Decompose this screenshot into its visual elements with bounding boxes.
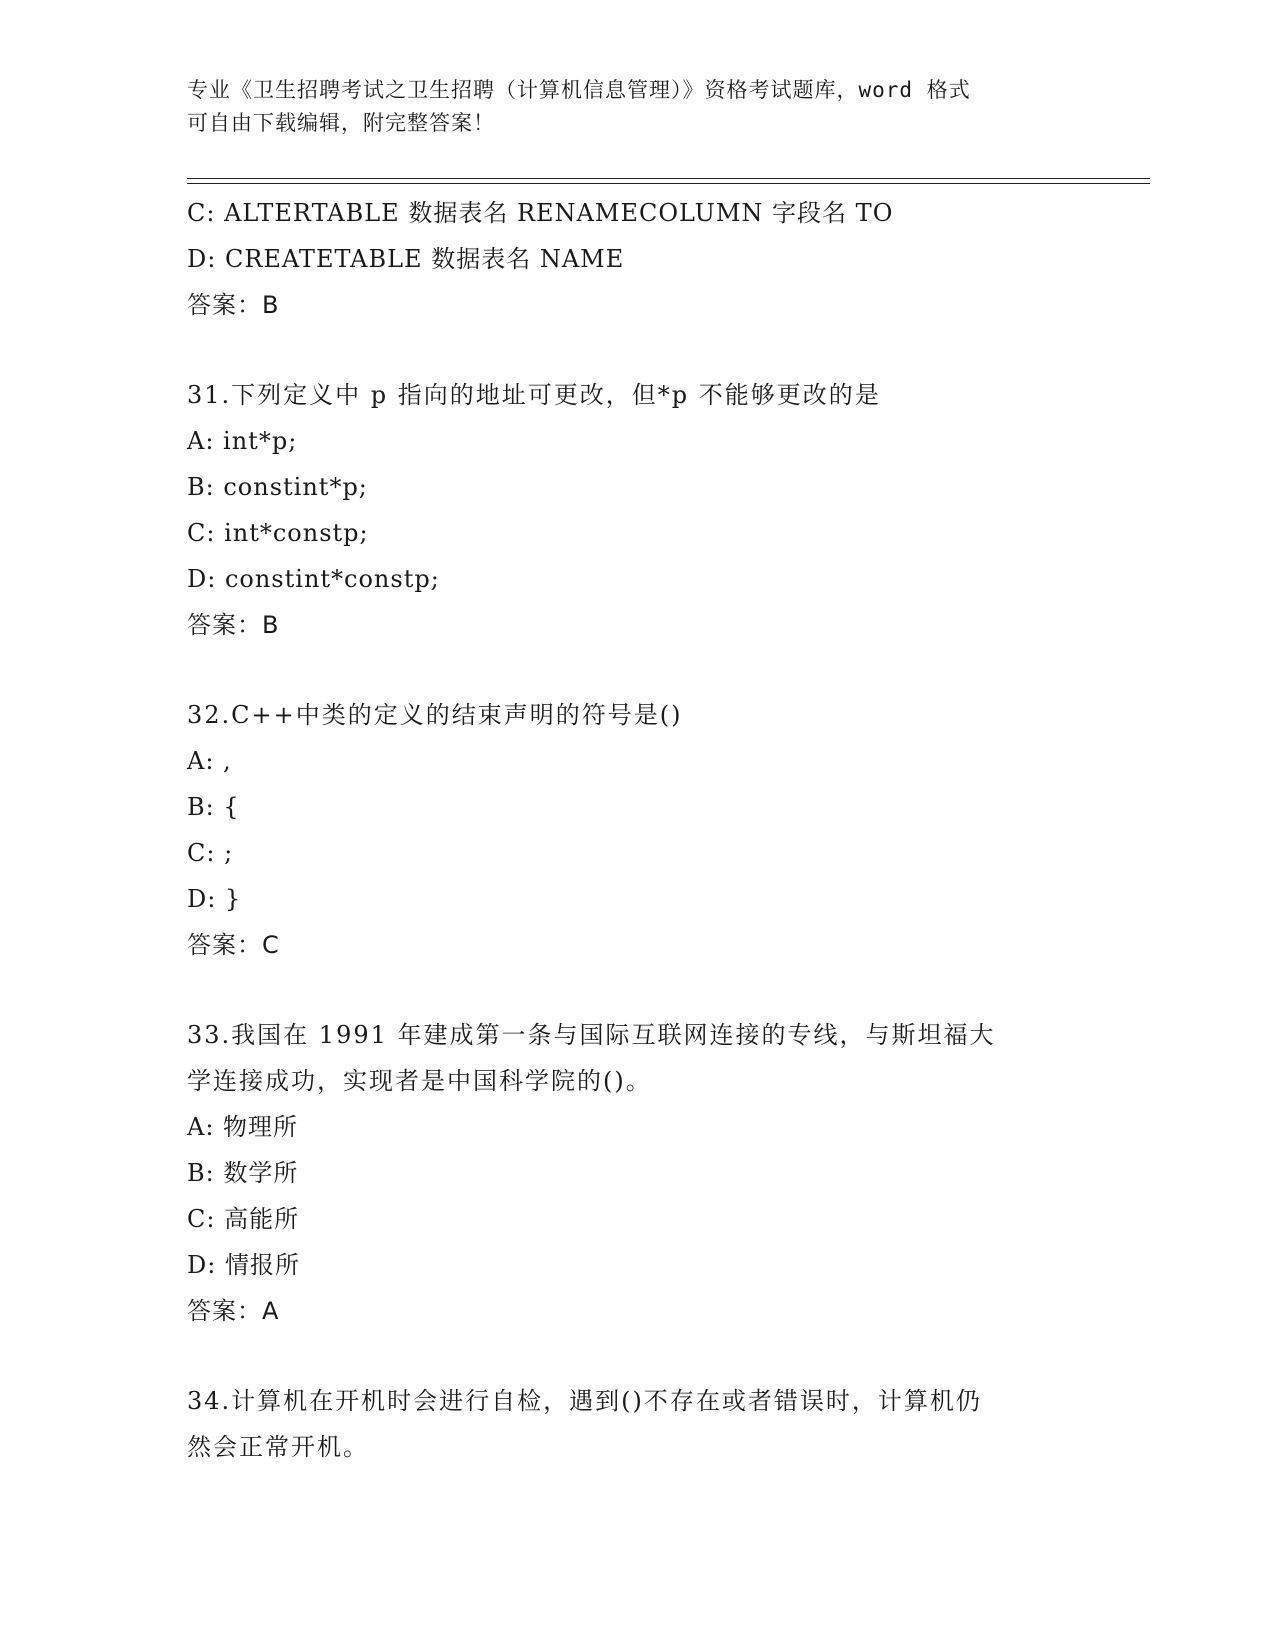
document-header — [187, 74, 1067, 140]
option-a: A: , — [187, 747, 232, 775]
question-list — [187, 190, 1087, 1470]
answer-line: 答案：A — [187, 1297, 280, 1325]
question-block-prev — [187, 190, 1087, 328]
option-c: C: int*constp; — [187, 519, 369, 547]
option-c: C: ALTERTABLE 数据表名 RENAMECOLUMN 字段名 TO — [187, 199, 894, 227]
option-d: D: constint*constp; — [187, 565, 440, 593]
question-stem: 31.下列定义中 p 指向的地址可更改，但*p 不能够更改的是 — [187, 381, 881, 409]
option-b: B: constint*p; — [187, 473, 368, 501]
option-d: D: CREATETABLE 数据表名 NAME — [187, 245, 625, 273]
question-stem: 34.计算机在开机时会进行自检，遇到()不存在或者错误时，计算机仍 — [187, 1387, 982, 1415]
header-line-1: 专业《卫生招聘考试之卫生招聘（计算机信息管理）》资格考试题库，word 格式 — [187, 78, 971, 102]
option-a: A: int*p; — [187, 427, 298, 455]
option-c: C: 高能所 — [187, 1205, 300, 1233]
header-divider-top — [187, 178, 1150, 179]
question-stem-continued: 学连接成功，实现者是中国科学院的()。 — [187, 1067, 652, 1095]
question-stem-continued: 然会正常开机。 — [187, 1433, 369, 1461]
question-stem: 33.我国在 1991 年建成第一条与国际互联网连接的专线，与斯坦福大 — [187, 1021, 996, 1049]
option-d: D: } — [187, 885, 242, 913]
question-34 — [187, 1378, 1087, 1470]
option-a: A: 物理所 — [187, 1113, 299, 1141]
question-32 — [187, 692, 1087, 968]
option-b: B: 数学所 — [187, 1159, 299, 1187]
header-divider-bottom — [187, 183, 1150, 184]
option-b: B: { — [187, 793, 240, 821]
question-stem: 32.C++中类的定义的结束声明的符号是() — [187, 701, 683, 729]
answer-line: 答案：B — [187, 611, 280, 639]
header-line-2: 可自由下载编辑，附完整答案！ — [187, 111, 495, 135]
question-33 — [187, 1012, 1087, 1334]
option-d: D: 情报所 — [187, 1251, 300, 1279]
question-31 — [187, 372, 1087, 648]
answer-line: 答案：C — [187, 931, 280, 959]
answer-line: 答案：B — [187, 291, 280, 319]
option-c: C: ; — [187, 839, 234, 867]
